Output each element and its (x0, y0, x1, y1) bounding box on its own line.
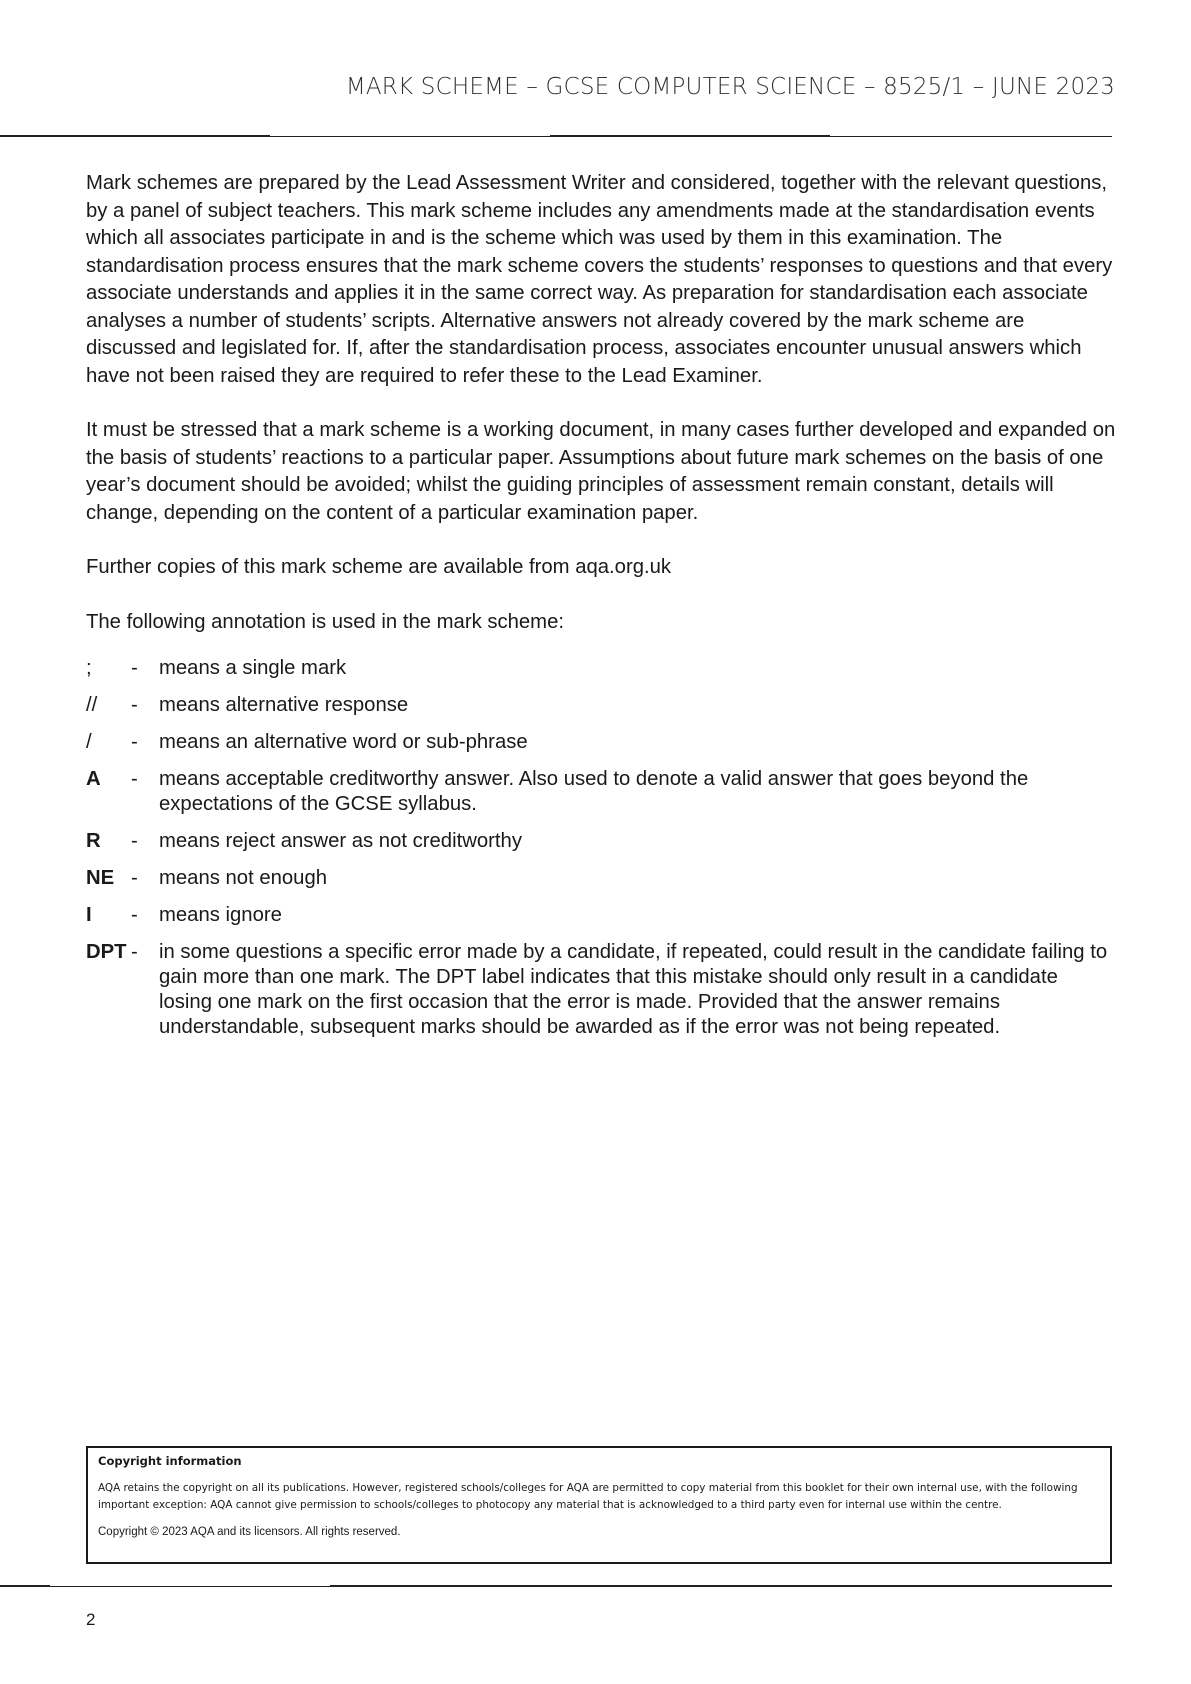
annotation-symbol: // (86, 694, 98, 716)
annotation-dash: - (131, 830, 138, 852)
annotation-symbol: / (86, 731, 92, 753)
annotation-dash: - (131, 904, 138, 926)
annotation-meaning: means a single mark (159, 657, 347, 679)
annotation-symbol: R (86, 830, 101, 852)
annotation-item (86, 866, 1116, 891)
annotation-item (86, 693, 1116, 718)
annotation-item (86, 730, 1116, 755)
annotation-symbol: A (86, 768, 101, 790)
annotation-item (86, 829, 1116, 854)
annotation-symbol: I (86, 904, 92, 926)
annotation-dash: - (131, 657, 138, 679)
header-rule-left (0, 135, 270, 137)
header-title: MARK SCHEME – GCSE COMPUTER SCIENCE – 8525/1 – JUNE 2023 (345, 74, 1115, 100)
annotation-item (86, 940, 1116, 1040)
header-rule-middle (270, 136, 550, 137)
footer-rule-center (330, 1585, 630, 1587)
annotation-meaning: means an alternative word or sub-phrase (159, 731, 528, 753)
annotation-meaning: means alternative response (159, 694, 409, 716)
annotation-dash: - (131, 731, 138, 753)
footer-rule-middle (50, 1586, 330, 1587)
annotation-dash: - (131, 941, 138, 963)
annotation-meaning: means acceptable creditworthy answer. Also used to denote a valid answer that goes beyond the expectations of the GCSE syllabus. (159, 768, 1029, 815)
copyright-footer: Copyright © 2023 AQA and its licensors. All rights reserved. (98, 1526, 401, 1538)
working-document-paragraph: It must be stressed that a mark scheme is a working document, in many cases further developed and expanded on the basis of students’ reactions to a particular paper. Assumptions about future mark schemes on the basis of one year’s document should be avoided; whilst the guiding principles of assessment remain constant, details will change, depending on the content of a particular examination paper. (86, 419, 1116, 524)
footer-rule-left (0, 1585, 50, 1587)
annotation-item (86, 767, 1116, 817)
intro-paragraph: Mark schemes are prepared by the Lead Assessment Writer and considered, together with the relevant questions, by a panel of subject teachers. This mark scheme includes any amendments made at the standardisation events which all associates participate in and is the scheme which was used by them in this examination. The standardisation process ensures that the mark scheme covers the students’ responses to questions and that every associate understands and applies it in the same correct way. As preparation for standardisation each associate analyses a number of students’ scripts. Alternative answers not already covered by the mark scheme are discussed and legislated for. If, after the standardisation process, associates encounter unusual answers which have not been raised they are required to refer these to the Lead Examiner. (86, 172, 1113, 387)
footer-rule-right (630, 1585, 1112, 1587)
copyright-title: Copyright information (98, 1454, 242, 1468)
annotation-symbol: DPT (86, 941, 127, 963)
annotation-meaning: means ignore (159, 904, 282, 926)
annotation-list (86, 656, 1116, 1040)
header-rule-center (550, 135, 830, 137)
annotation-intro: The following annotation is used in the mark scheme: (86, 610, 564, 633)
annotation-dash: - (131, 694, 138, 716)
annotation-meaning: means not enough (159, 867, 328, 889)
annotation-dash: - (131, 768, 138, 790)
annotation-dash: - (131, 867, 138, 889)
copyright-body: AQA retains the copyright on all its publications. However, registered schools/colleges for AQA are permitted to copy material from this booklet for their own internal use, with the following important exception: AQA cannot give permission to schools/colleges to photocopy any material that is acknowledged to a third party even for internal use within the centre. (98, 1482, 1078, 1511)
page-number: 2 (86, 1610, 96, 1629)
copyright-box (86, 1446, 1112, 1564)
header-rule-right (830, 136, 1112, 137)
annotation-item (86, 656, 1116, 681)
further-copies-paragraph: Further copies of this mark scheme are available from aqa.org.uk (86, 556, 672, 578)
main-content (86, 170, 1116, 1052)
annotation-item (86, 903, 1116, 928)
annotation-symbol: NE (86, 867, 115, 889)
annotation-meaning: means reject answer as not creditworthy (159, 830, 522, 852)
annotation-symbol: ; (86, 657, 92, 679)
annotation-meaning: in some questions a specific error made by a candidate, if repeated, could result in the candidate failing to gain more than one mark. The DPT label indicates that this mistake should only result in a candidate losing one mark on the first occasion that the error is made. Provided that the answer remains understandable, subsequent marks should be awarded as if the error was not being repeated. (159, 941, 1108, 1038)
